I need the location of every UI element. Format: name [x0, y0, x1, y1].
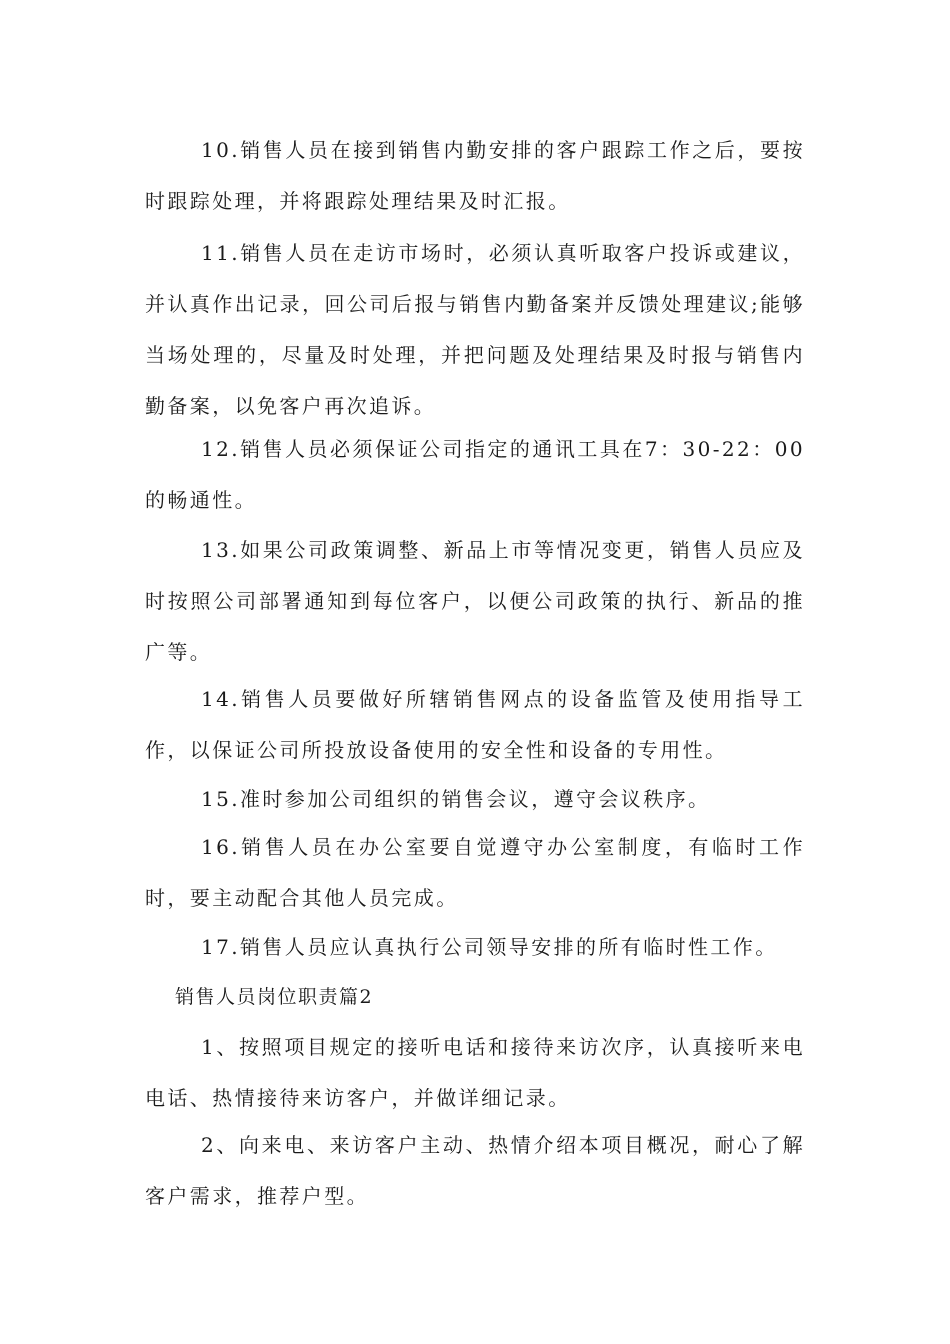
paragraph-16: 16.销售人员在办公室要自觉遵守办公室制度，有临时工作时，要主动配合其他人员完成。 — [145, 835, 805, 910]
paragraph-15: 15.准时参加公司组织的销售会议，遵守会议秩序。 — [201, 787, 711, 811]
section-paragraph-1: 1、按照项目规定的接听电话和接待来访次序，认真接听来电电话、热情接待来访客户，并做详细记录。 — [145, 1035, 805, 1110]
section-paragraph-2: 2、向来电、来访客户主动、热情介绍本项目概况，耐心了解客户需求，推荐户型。 — [145, 1133, 805, 1208]
paragraph-13: 13.如果公司政策调整、新品上市等情况变更，销售人员应及时按照公司部署通知到每位客户，以便公司政策的执行、新品的推广等。 — [145, 538, 805, 664]
section-heading: 销售人员岗位职责篇2 — [175, 986, 374, 1008]
paragraph-14: 14.销售人员要做好所辖销售网点的设备监管及使用指导工作，以保证公司所投放设备使用的安全性和设备的专用性。 — [145, 687, 805, 762]
paragraph-17: 17.销售人员应认真执行公司领导安排的所有临时性工作。 — [201, 935, 778, 959]
paragraph-11: 11.销售人员在走访市场时，必须认真听取客户投诉或建议，并认真作出记录，回公司后报与销售内勤备案并反馈处理建议;能够当场处理的，尽量及时处理，并把问题及处理结果及时报与销售内勤备案，以免客户再次追诉。 — [145, 241, 805, 418]
paragraph-12: 12.销售人员必须保证公司指定的通讯工具在7：30-22：00的畅通性。 — [145, 437, 805, 512]
paragraph-10: 10.销售人员在接到销售内勤安排的客户跟踪工作之后，要按时跟踪处理，并将跟踪处理结果及时汇报。 — [145, 138, 805, 213]
